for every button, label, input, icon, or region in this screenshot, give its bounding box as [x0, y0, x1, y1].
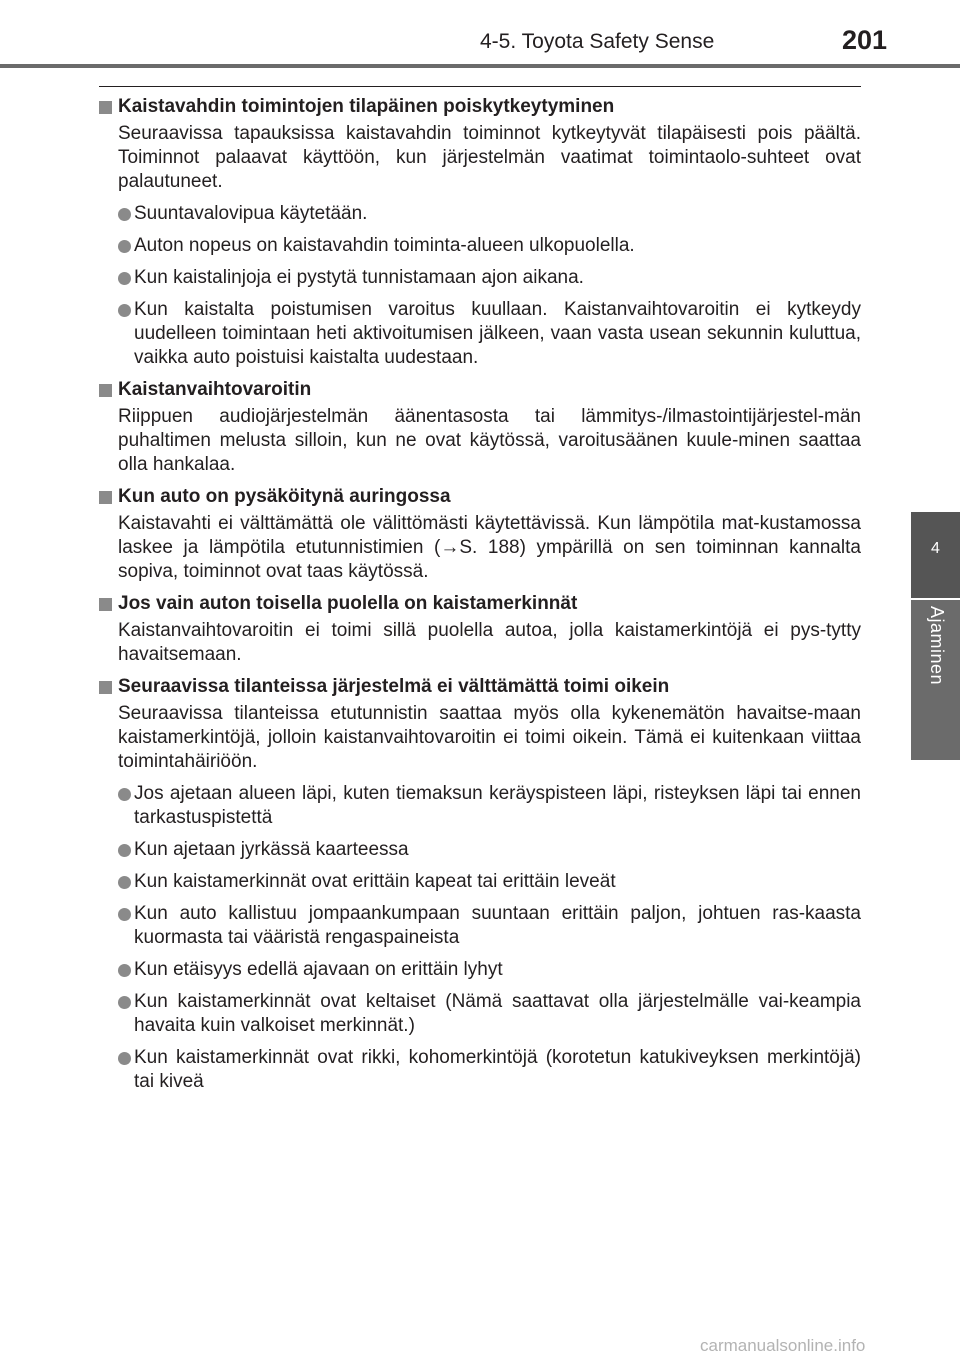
list-item: Kun kaistalta poistumisen varoitus kuullaan. Kaistanvaihtovaroitin ei kytkeydy uudelleen toimintaan heti aktivoitumisen jälkeen, vaan vasta usean sekunnin kuluttua, vaikka auto poistuisi kaistalta uudestaan.: [98, 298, 861, 370]
round-bullet-icon: [118, 272, 131, 285]
list-item: Kun kaistamerkinnät ovat keltaiset (Nämä saattavat olla järjestelmälle vai-keampia havaita kuin valkoiset merkinnät.): [98, 990, 861, 1038]
list-item: Kun kaistalinjoja ei pystytä tunnistamaan ajon aikana.: [98, 266, 861, 290]
section-heading-text: Kaistavahdin toimintojen tilapäinen poiskytkeytyminen: [118, 96, 615, 117]
list-item: Kun kaistamerkinnät ovat erittäin kapeat tai erittäin leveät: [98, 870, 861, 894]
section-text: Kaistavahti ei välttämättä ole välittömästi käytettävissä. Kun lämpötila mat-kustamossa laskee ja lämpötila etutunnistimien (→S. 188) ympärillä on sen toiminnan kannalta sopiva, toiminnot ovat taas käytössä.: [118, 513, 861, 582]
list-item: Jos ajetaan alueen läpi, kuten tiemaksun keräyspisteen läpi, risteyksen läpi tai ennen tarkastuspistettä: [98, 782, 861, 830]
round-bullet-icon: [118, 996, 131, 1009]
header-rule: [0, 64, 960, 68]
list-item: Kun kaistamerkinnät ovat rikki, kohomerkintöjä (korotetun katukiveyksen merkintöjä) tai kiveä: [98, 1046, 861, 1094]
section-heading-text: Seuraavissa tilanteissa järjestelmä ei välttämättä toimi oikein: [118, 676, 670, 697]
chapter-number: 4: [931, 540, 940, 557]
section-heading: [98, 592, 861, 616]
round-bullet-icon: [118, 1052, 131, 1065]
round-bullet-icon: [118, 844, 131, 857]
round-bullet-icon: [118, 908, 131, 921]
list-item: Suuntavalovipua käytetään.: [98, 202, 861, 226]
content-top-rule: [99, 86, 861, 87]
section-heading-text: Kun auto on pysäköitynä auringossa: [118, 486, 451, 507]
square-bullet-icon: [99, 384, 112, 397]
section-heading: [98, 485, 861, 509]
section-heading-text: Jos vain auton toisella puolella on kaistamerkinnät: [118, 593, 578, 614]
round-bullet-icon: [118, 876, 131, 889]
page-number: 201: [842, 25, 888, 55]
round-bullet-icon: [118, 304, 131, 317]
list-item: Kun ajetaan jyrkässä kaarteessa: [98, 838, 861, 862]
header-title: 4-5. Toyota Safety Sense: [480, 30, 715, 53]
chapter-label: Ajaminen: [927, 606, 947, 686]
square-bullet-icon: [99, 491, 112, 504]
list-item: Kun auto kallistuu jompaankumpaan suuntaan erittäin paljon, johtuen ras-kaasta kuormasta tai vääristä rengaspaineista: [98, 902, 861, 950]
round-bullet-icon: [118, 240, 131, 253]
section-text: Kaistanvaihtovaroitin ei toimi sillä puolella autoa, jolla kaistamerkintöjä ei pys-tytty havaitsemaan.: [118, 620, 861, 665]
section-heading: [98, 95, 861, 119]
section-text: Riippuen audiojärjestelmän äänentasosta tai lämmitys-/ilmastointijärjestel-män puhaltimen melusta silloin, kun ne ovat käytössä, varoitusäänen kuule-minen saattaa olla hankalaa.: [118, 406, 861, 475]
section-heading: [98, 675, 861, 699]
square-bullet-icon: [99, 681, 112, 694]
list-item: Kun etäisyys edellä ajavaan on erittäin lyhyt: [98, 958, 861, 982]
watermark-text: carmanualsonline.info: [700, 1336, 866, 1355]
page-content: [98, 95, 861, 1102]
round-bullet-icon: [118, 208, 131, 221]
section-heading: [98, 378, 861, 402]
square-bullet-icon: [99, 101, 112, 114]
square-bullet-icon: [99, 598, 112, 611]
round-bullet-icon: [118, 964, 131, 977]
section-text: Seuraavissa tilanteissa etutunnistin saattaa myös olla kykenemätön havaitse-maan kaistamerkintöjä, jolloin kaistanvaihtovaroitin ei toimi oikein. Tämä ei kuitenkaan viittaa toimintahäiriöön.: [118, 703, 861, 772]
chapter-tab: [911, 512, 960, 598]
round-bullet-icon: [118, 788, 131, 801]
section-heading-text: Kaistanvaihtovaroitin: [118, 379, 312, 400]
list-item: Auton nopeus on kaistavahdin toiminta-alueen ulkopuolella.: [98, 234, 861, 258]
section-text: Seuraavissa tapauksissa kaistavahdin toiminnot kytkeytyvät tilapäisesti pois päältä. Toiminnot palaavat käyttöön, kun järjestelmän vaatimat toimintaolo-suhteet ovat palautuneet.: [118, 123, 861, 192]
